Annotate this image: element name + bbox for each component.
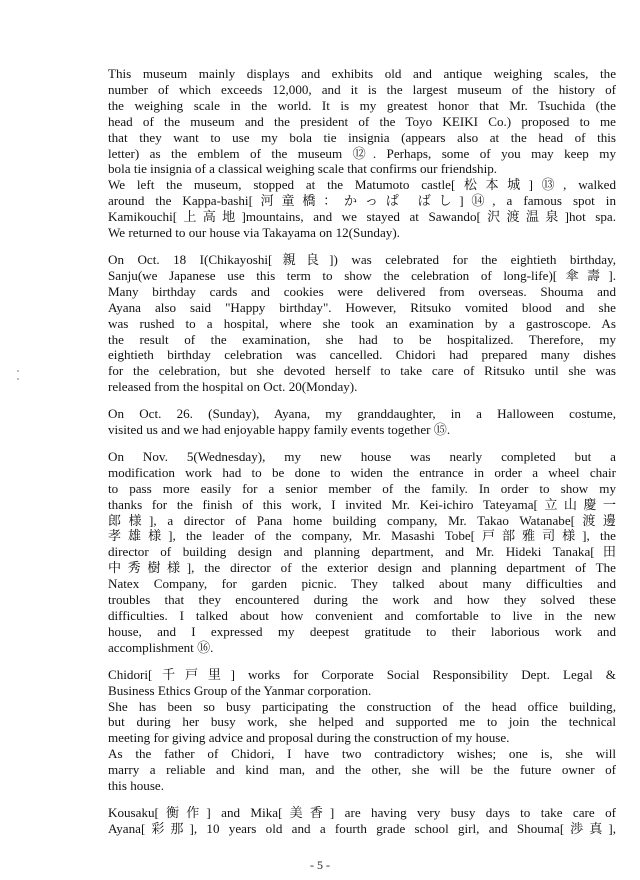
text-line: This museum mainly displays and exhibits old and antique weighing scales, the — [108, 66, 616, 81]
text-line: marry a reliable and kind man, and the other, she will be the future owner of — [108, 762, 616, 778]
text-line: the weighing scale in the world. It is my greatest honor that Mr. Tsuchida (the — [108, 97, 616, 113]
text-line: eightieth birthday celebration was cancelled. Chidori had prepared many dishes — [108, 347, 616, 363]
text-line: around the Kappa-bashi[河童橋：かっぱ ばし]⑭, a famous spot in — [108, 193, 616, 209]
page-number: - 5 - — [310, 858, 330, 872]
text-line: We returned to our house via Takayama on 12(Sunday). — [108, 225, 400, 241]
text-line: Business Ethics Group of the Yanmar corporation. — [108, 682, 372, 698]
text-line: Sanju(we Japanese use this term to show the celebration of long-life)[傘壽]. — [108, 267, 616, 283]
text-line: accomplishment ⑯. — [108, 639, 214, 655]
paragraph — [108, 805, 616, 837]
text-line: but during her busy work, she helped and supported me to join the technical — [108, 714, 616, 730]
text-line: modification work had to be done to widen the entrance in order a wheel chair — [108, 464, 616, 480]
paragraph — [108, 406, 616, 438]
text-line: Kamikouchi[上高地]mountains, and we stayed at Sawando[沢渡温泉]hot spa. — [108, 209, 616, 225]
text-line: thanks for the finish of this work, I invited Mr. Kei-ichiro Tateyama[立山慶一 — [108, 496, 616, 512]
text-line: She has been so busy participating the construction of the head office building, — [108, 698, 616, 714]
text-line: released from the hospital on Oct. 20(Monday). — [108, 379, 358, 395]
text-line: the result of the examination, she had to be hospitalized. Therefore, my — [108, 331, 616, 347]
text-line: visited us and we had enjoyable happy family events together ⑮. — [108, 422, 451, 438]
text-line: troubles that they encountered during the work and how they solved these — [108, 592, 616, 608]
paragraph — [108, 252, 616, 395]
text-line: letter) as the emblem of the museum ⑫. Perhaps, some of you may keep my — [108, 145, 616, 161]
text-line: On Oct. 18 I(Chikayoshi[親良]) was celebrated for the eightieth birthday, — [108, 251, 616, 267]
paragraph — [108, 449, 616, 656]
text-line: On Nov. 5(Wednesday), my new house was nearly completed but a — [108, 448, 616, 464]
text-line: 中秀樹様], the director of the exterior design and planning department of The — [108, 560, 616, 576]
text-line: bola tie insignia of a classical weighing scale that confirms our friendship. — [108, 161, 498, 177]
paragraph — [108, 667, 616, 794]
text-line: On Oct. 26. (Sunday), Ayana, my granddaughter, in a Halloween costume, — [108, 406, 616, 422]
text-line: for the celebration, but she devoted herself to take care of Ritsuko until she was — [108, 363, 616, 379]
text-line: meeting for giving advice and proposal during the construction of my house. — [108, 730, 510, 746]
letter-body — [108, 66, 616, 848]
text-line: Ayana also said "Happy birthday". However, Ritsuko vomited blood and she — [108, 299, 616, 315]
text-line: Kousaku[衡作] and Mika[美香] are having very busy days to take care of — [108, 804, 616, 820]
text-line: this house. — [108, 778, 165, 794]
text-line: house, and I expressed my deepest gratitude to their laborious work and — [108, 623, 616, 639]
text-line: director of building design and planning department, and Mr. Hideki Tanaka[田 — [108, 544, 616, 560]
text-line: 郎様], a director of Pana home building company, Mr. Takao Watanabe[渡邊 — [108, 512, 616, 528]
text-line: to pass more easily for a senior member of the family. In order to show my — [108, 480, 616, 496]
text-line: difficulties. I talked about how convenient and comfortable to live in the new — [108, 608, 616, 623]
text-line: 孝雄様], the leader of the company, Mr. Masashi Tobe[戸部雅司様], the — [108, 528, 616, 544]
margin-mark — [17, 370, 19, 372]
text-line: Many birthday cards and cookies were delivered from overseas. Shouma and — [108, 283, 616, 299]
margin-mark — [17, 378, 19, 380]
paragraph — [108, 66, 616, 241]
text-line: As the father of Chidori, I have two contradictory wishes; one is, she will — [108, 746, 616, 762]
text-line: We left the museum, stopped at the Matumoto castle[松本城]⑬, walked — [108, 177, 616, 193]
text-line: Chidori[千戸里] works for Corporate Social Responsibility Dept. Legal & — [108, 666, 616, 682]
text-line: was rushed to a hospital, where she took an examination by a gastroscope. As — [108, 315, 616, 331]
text-line: that they want to use my bola tie insignia (appears also at the head of this — [108, 129, 616, 145]
text-line: Ayana[彩那], 10 years old and a fourth grade school girl, and Shouma[渉真], — [108, 820, 616, 836]
text-line: Natex Company, for garden picnic. They talked about many difficulties and — [108, 576, 616, 592]
text-line: number of which exceeds 12,000, and it is the largest museum of the history of — [108, 81, 616, 97]
text-line: head of the museum and the president of the Toyo KEIKI Co.) proposed to me — [108, 113, 616, 129]
